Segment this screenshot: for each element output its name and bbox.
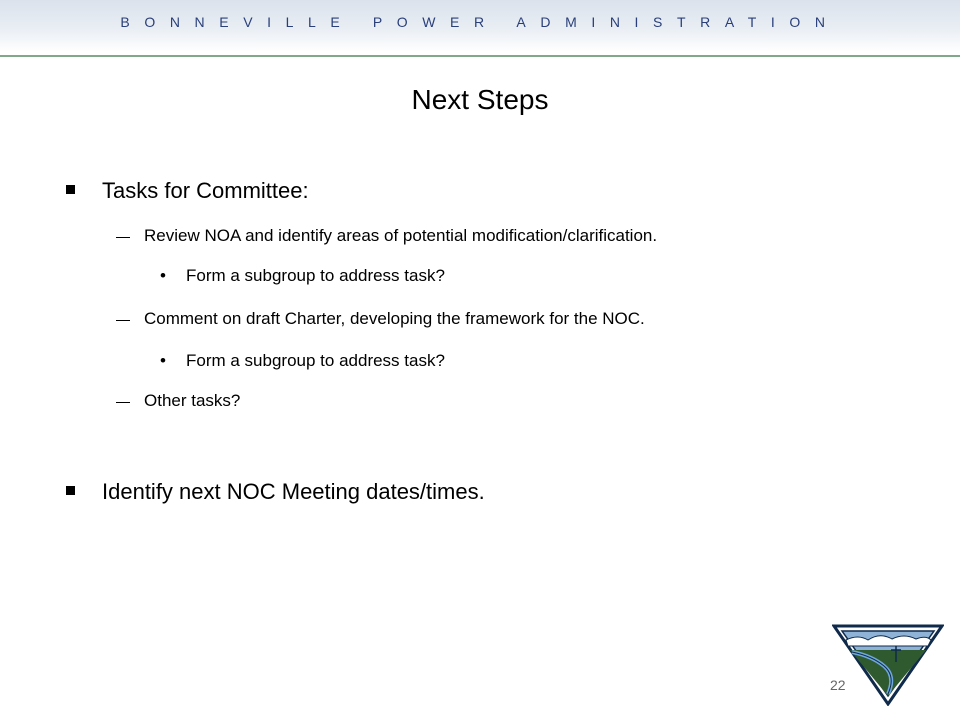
bullet-text: Form a subgroup to address task? bbox=[186, 351, 445, 370]
bullet-text: Identify next NOC Meeting dates/times. bbox=[102, 479, 485, 504]
header-divider bbox=[0, 55, 960, 57]
bullet-text: Comment on draft Charter, developing the framework for the NOC. bbox=[144, 309, 645, 328]
organization-name: BONNEVILLE POWER ADMINISTRATION bbox=[120, 14, 840, 30]
dot-bullet-icon: • bbox=[160, 351, 166, 370]
square-bullet-icon bbox=[66, 185, 75, 194]
bullet-text: Other tasks? bbox=[144, 391, 241, 410]
dot-bullet-icon: • bbox=[160, 266, 166, 285]
bullet-text: Form a subgroup to address task? bbox=[186, 266, 445, 285]
header-band bbox=[0, 0, 960, 52]
dash-bullet-icon bbox=[116, 320, 130, 321]
slide-title: Next Steps bbox=[411, 84, 549, 115]
bullet-text: Review NOA and identify areas of potential modification/clarification. bbox=[144, 226, 658, 245]
bpa-logo-icon bbox=[832, 622, 944, 706]
bullet-text: Tasks for Committee: bbox=[102, 178, 309, 203]
square-bullet-icon bbox=[66, 486, 75, 495]
dash-bullet-icon bbox=[116, 402, 130, 403]
page-number: 22 bbox=[830, 677, 846, 693]
dash-bullet-icon bbox=[116, 237, 130, 238]
